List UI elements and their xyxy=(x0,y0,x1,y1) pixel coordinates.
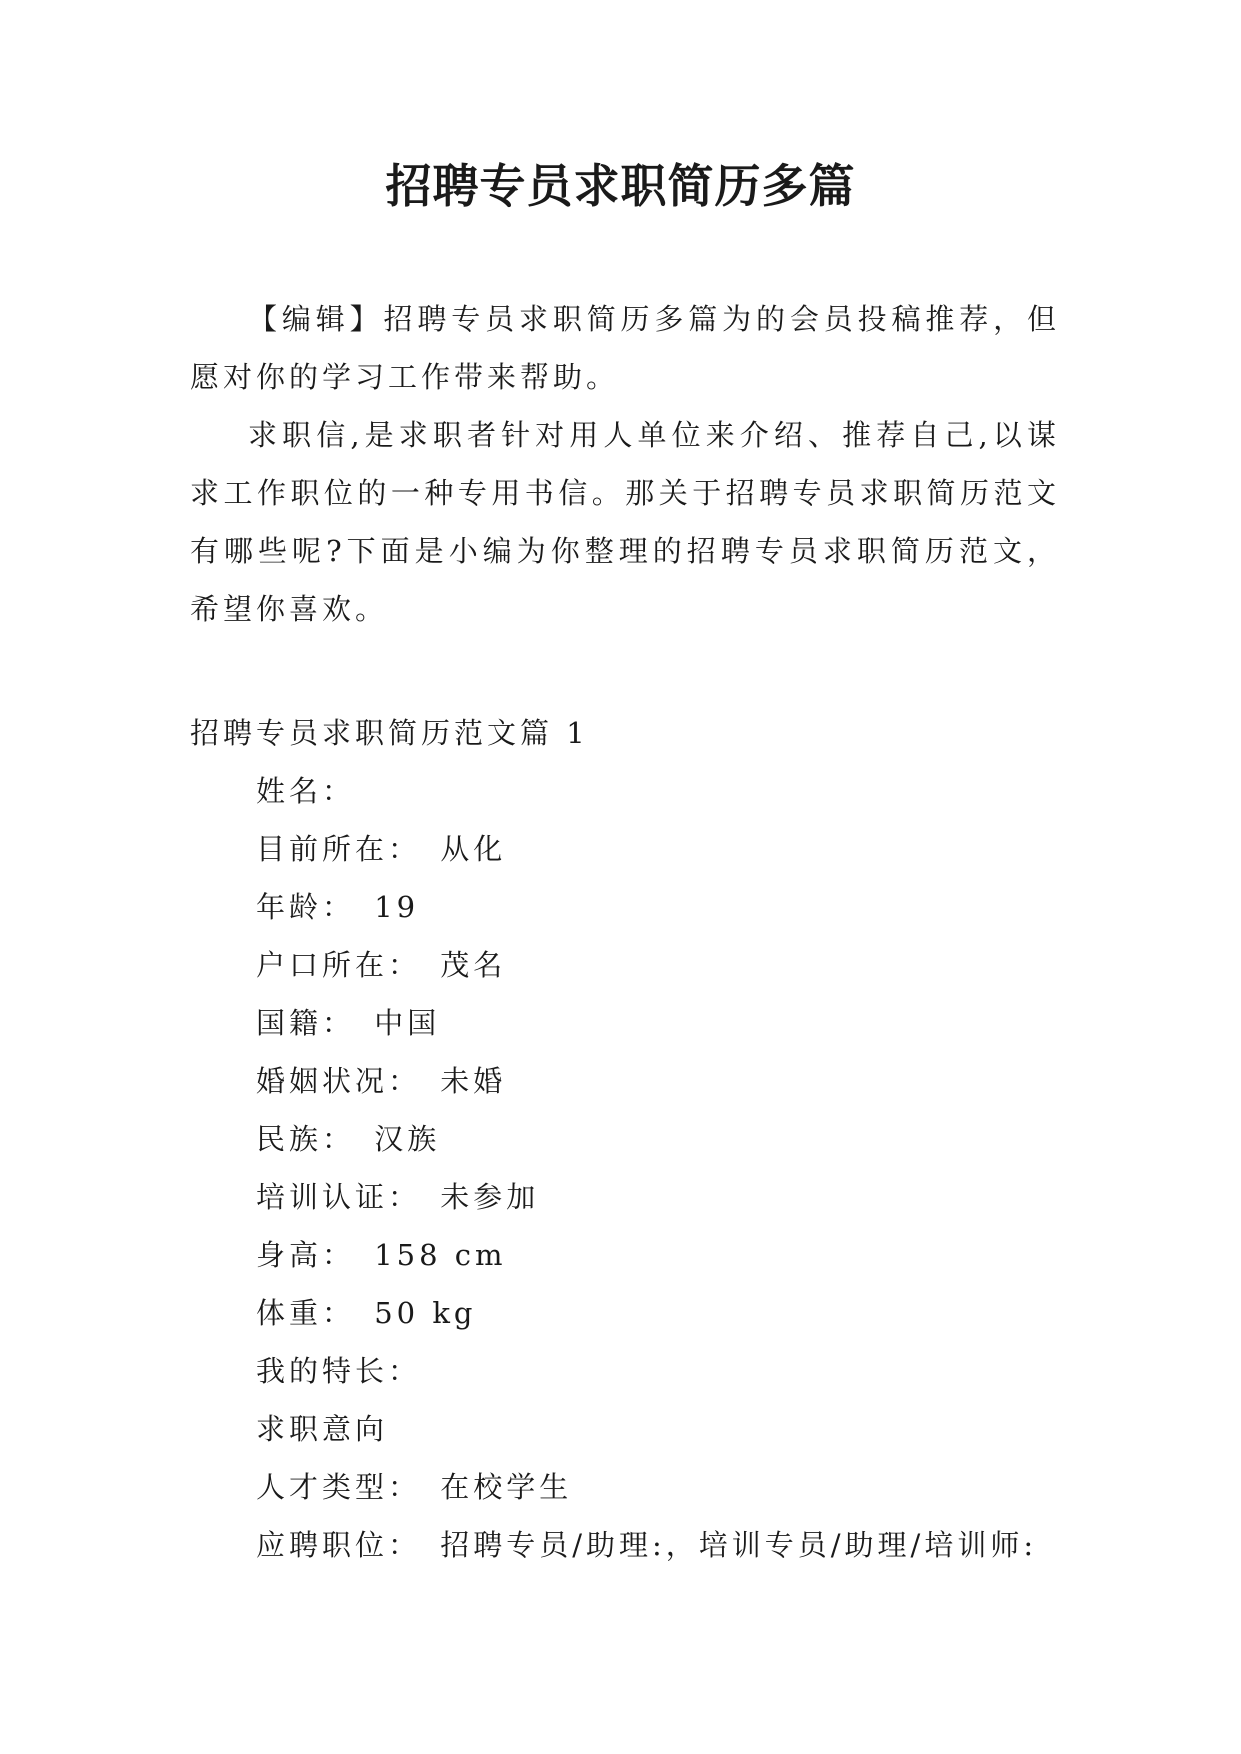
field-height xyxy=(190,1226,1060,1284)
field-label: 户口所在： xyxy=(256,948,422,982)
field-weight xyxy=(190,1284,1060,1342)
field-label: 国籍： xyxy=(256,1006,356,1040)
field-applied-position xyxy=(190,1516,1060,1574)
field-age xyxy=(190,878,1060,936)
field-value: 50 kg xyxy=(361,1296,477,1330)
field-talent-type xyxy=(190,1458,1060,1516)
field-label: 培训认证： xyxy=(256,1180,422,1214)
field-nationality xyxy=(190,994,1060,1052)
field-value: 从化 xyxy=(427,832,507,866)
field-specialty xyxy=(190,1342,1060,1400)
field-value: 中国 xyxy=(361,1006,441,1040)
field-value: 茂名 xyxy=(427,948,507,982)
field-current-location xyxy=(190,820,1060,878)
intro-paragraph: 求职信,是求职者针对用人单位来介绍、推荐自己,以谋求工作职位的一种专用书信。那关于招聘专员求职简历范文有哪些呢?下面是小编为你整理的招聘专员求职简历范文，希望你喜欢。 xyxy=(190,418,1060,626)
field-ethnicity xyxy=(190,1110,1060,1168)
field-label: 目前所在： xyxy=(256,832,422,866)
field-value: 未参加 xyxy=(427,1180,540,1214)
field-value: 招聘专员/助理:，培训专员/助理/培训师: xyxy=(427,1528,1038,1562)
field-label: 年龄： xyxy=(256,890,356,924)
field-value: 汉族 xyxy=(361,1122,441,1156)
field-value: 19 xyxy=(361,890,420,924)
field-hukou xyxy=(190,936,1060,994)
document-title: 招聘专员求职简历多篇 xyxy=(385,159,856,213)
field-value: 在校学生 xyxy=(427,1470,573,1504)
field-job-intention xyxy=(190,1400,1060,1458)
field-label: 民族： xyxy=(256,1122,356,1156)
field-value: 未婚 xyxy=(427,1064,507,1098)
resume-field-list xyxy=(190,762,1060,1574)
field-label: 身高： xyxy=(256,1238,356,1272)
field-label: 婚姻状况： xyxy=(256,1064,422,1098)
field-value: 158 cm xyxy=(361,1238,507,1272)
field-label: 我的特长： xyxy=(256,1354,422,1388)
field-label: 人才类型： xyxy=(256,1470,422,1504)
field-label: 姓名： xyxy=(256,774,356,808)
field-label: 体重： xyxy=(256,1296,356,1330)
field-label: 求职意向 xyxy=(256,1412,389,1446)
intro-paragraph: 【编辑】招聘专员求职简历多篇为的会员投稿推荐，但愿对你的学习工作带来帮助。 xyxy=(190,302,1060,394)
section-heading: 招聘专员求职简历范文篇 1 xyxy=(190,716,589,750)
field-name xyxy=(190,762,1060,820)
field-label: 应聘职位： xyxy=(256,1528,422,1562)
field-certification xyxy=(190,1168,1060,1226)
field-marital-status xyxy=(190,1052,1060,1110)
document-body xyxy=(190,290,1060,1574)
